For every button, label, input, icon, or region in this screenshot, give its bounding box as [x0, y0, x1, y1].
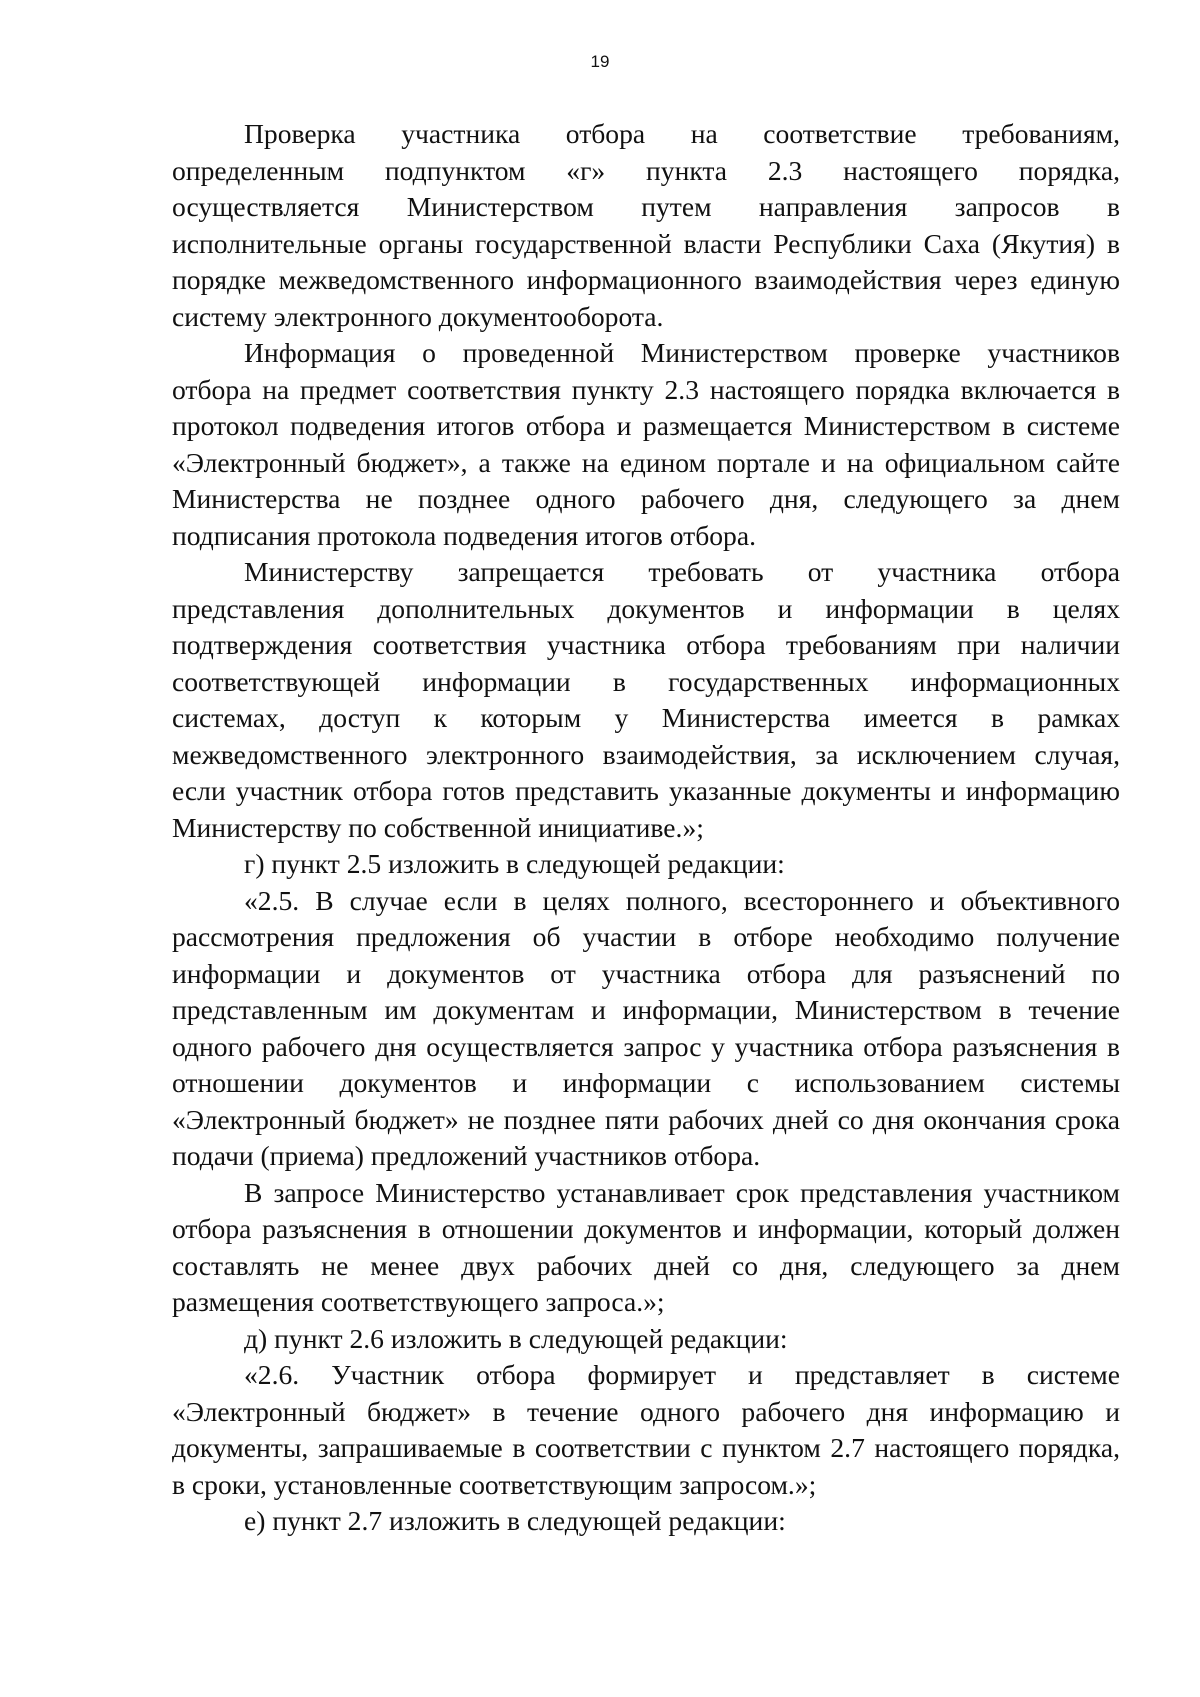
text-line: «2.6. Участник отбора формирует и представляет в системе [244, 1359, 1120, 1390]
paragraph [172, 554, 1120, 846]
text-line: одного рабочего дня осуществляется запрос у участника отбора разъяснения в [172, 1030, 1120, 1062]
paragraph [172, 846, 1120, 883]
text-line: системах, доступ к которым у Министерства имеется в рамках [172, 702, 1120, 733]
text-line: размещения соответствующего запроса.»; [172, 1286, 665, 1317]
paragraph [172, 116, 1120, 335]
text-line: Министерству по собственной инициативе.»; [172, 811, 704, 843]
paragraph [172, 1357, 1120, 1503]
paragraph [172, 1503, 1120, 1540]
text-line: соответствующей информации в государственных информационных [172, 665, 1120, 697]
text-line: межведомственного электронного взаимодействия, за исключением случая, [172, 738, 1120, 770]
text-line: Министерства не позднее одного рабочего дня, следующего за днем [172, 483, 1120, 514]
text-line: «Электронный бюджет», а также на едином портале и на официальном сайте [172, 446, 1120, 478]
text-line: г) пункт 2.5 изложить в следующей редакции: [244, 848, 785, 879]
text-line: систему электронного документооборота. [172, 300, 664, 332]
paragraph [172, 883, 1120, 1175]
paragraph [172, 335, 1120, 554]
text-line: протокол подведения итогов отбора и размещается Министерством в системе [172, 410, 1120, 441]
text-line: подачи (приема) предложений участников отбора. [172, 1140, 761, 1171]
text-line: Проверка участника отбора на соответствие требованиям, [244, 118, 1120, 149]
text-line: составлять не менее двух рабочих дней со дня, следующего за днем [172, 1249, 1120, 1281]
document-body [172, 116, 1120, 1540]
text-line: подтверждения соответствия участника отбора требованиям при наличии [172, 629, 1120, 660]
text-line: «2.5. В случае если в целях полного, всестороннего и объективного [244, 884, 1120, 916]
text-line: документы, запрашиваемые в соответствии с пунктом 2.7 настоящего порядка, [172, 1432, 1120, 1463]
text-line: е) пункт 2.7 изложить в следующей редакции: [244, 1505, 786, 1536]
paragraph [172, 1175, 1120, 1321]
text-line: подписания протокола подведения итогов отбора. [172, 519, 756, 551]
text-line: осуществляется Министерством путем направления запросов в [172, 191, 1120, 222]
text-line: определенным подпунктом «г» пункта 2.3 настоящего порядка, [172, 154, 1120, 186]
text-line: информации и документов от участника отбора для разъяснений по [172, 957, 1120, 989]
text-line: отношении документов и информации с использованием системы [172, 1067, 1120, 1098]
text-line: отбора разъяснения в отношении документов и информации, который должен [172, 1213, 1120, 1244]
text-line: в сроки, установленные соответствующим запросом.»; [172, 1468, 817, 1500]
text-line: исполнительные органы государственной власти Республики Саха (Якутия) в [172, 227, 1120, 259]
text-line: порядке межведомственного информационного взаимодействия через единую [172, 264, 1120, 295]
text-line: представленным им документам и информации, Министерством в течение [172, 994, 1120, 1025]
text-line: «Электронный бюджет» в течение одного рабочего дня информацию и [172, 1395, 1120, 1427]
text-line: «Электронный бюджет» не позднее пяти рабочих дней со дня окончания срока [172, 1103, 1120, 1135]
text-line: рассмотрения предложения об участии в отборе необходимо получение [172, 921, 1120, 952]
text-line: если участник отбора готов представить указанные документы и информацию [172, 775, 1120, 806]
paragraph [172, 1321, 1120, 1358]
text-line: представления дополнительных документов и информации в целях [172, 592, 1120, 624]
text-line: Информация о проведенной Министерством проверке участников [244, 337, 1120, 368]
page-number: 19 [590, 52, 610, 71]
text-line: В запросе Министерство устанавливает срок представления участником [244, 1176, 1120, 1208]
text-line: д) пункт 2.6 изложить в следующей редакции: [244, 1322, 788, 1354]
text-line: Министерству запрещается требовать от участника отбора [244, 556, 1120, 587]
text-line: отбора на предмет соответствия пункту 2.3 настоящего порядка включается в [172, 373, 1120, 405]
